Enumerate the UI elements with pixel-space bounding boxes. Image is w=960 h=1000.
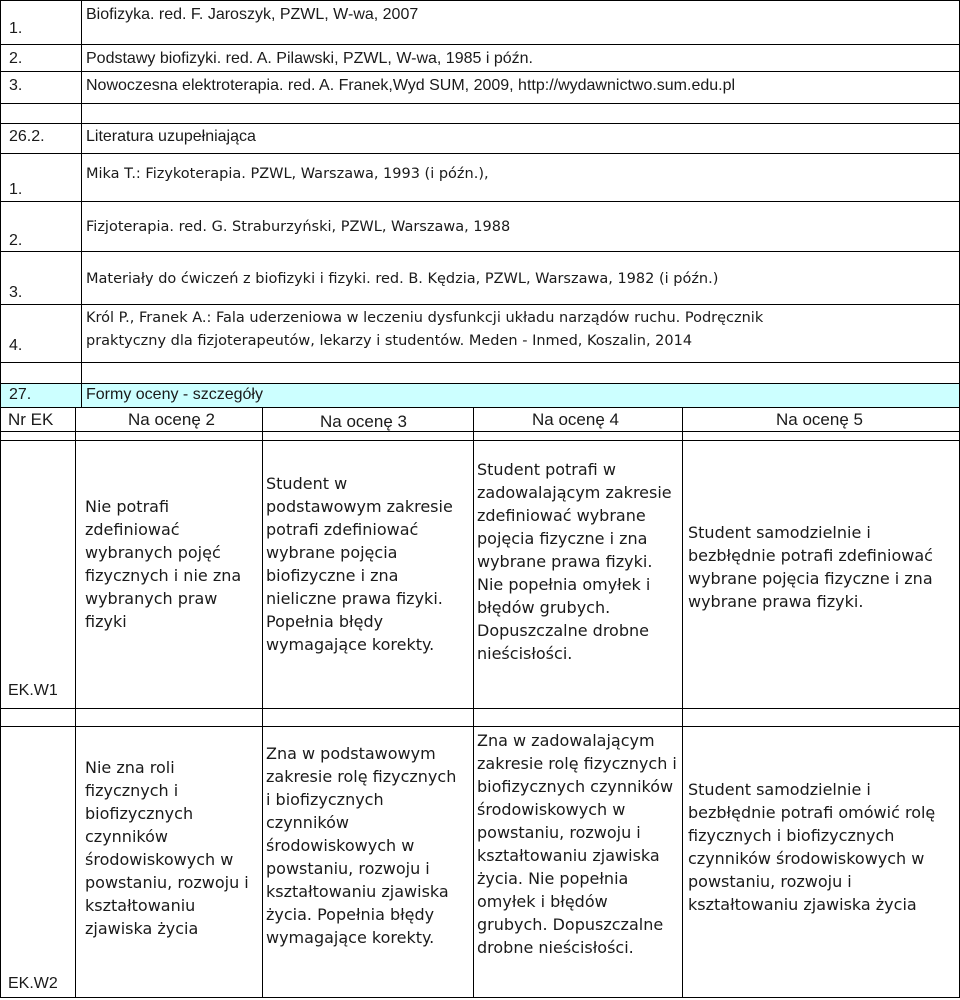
section-title: Formy oceny - szczegóły [86,386,263,403]
criteria-grade-5: Student samodzielnie i bezbłędnie potrafi omówić rolę fizycznych i biofizycznych czynników środowiskowych w powstaniu, rozwoju i kształtowaniu zjawiska życia [688,780,936,914]
literature-text: Biofizyka. red. F. Jaroszyk, PZWL, W-wa, 2007 [86,6,419,23]
grid-cell [0,362,81,383]
grid-cell [262,708,473,726]
literature-num: 3. [9,77,23,94]
header-grade-2: Na ocenę 2 [128,410,215,429]
section-number: 27. [9,386,32,403]
supplementary-num: 4. [9,337,23,354]
criteria-grade-4: Student potrafi w zadowalającym zakresie zdefiniować wybrane pojęcia fizyczne i zna wybrane prawa fizyki. Nie popełnia omyłek i błędów grubych. Dopuszczalne drobne nieścisłości. [477,460,672,663]
supplementary-text: Materiały do ćwiczeń z biofizyki i fizyki. red. B. Kędzia, PZWL, Warszawa, 1982 (i późn.) [86,271,719,287]
grid-cell [473,431,682,440]
supplementary-num: 3. [9,284,23,301]
grid-cell [473,708,682,726]
supplementary-num: 1. [9,181,23,198]
ek-label: EK.W2 [8,975,58,992]
grid-cell [81,103,960,123]
grid-cell [75,708,262,726]
section-number: 26.2. [9,128,45,145]
grid-cell [682,431,960,440]
supplementary-text: Mika T.: Fizykoterapia. PZWL, Warszawa, 1993 (i późn.), [86,166,489,182]
criteria-grade-5: Student samodzielnie i bezbłędnie potrafi zdefiniować wybrane pojęcia fizyczne i zna wybrane prawa fizyki. [688,523,933,611]
grid-cell [75,431,262,440]
grid-cell [0,726,75,998]
grid-cell [0,431,75,440]
supplementary-text: Fizjoterapia. red. G. Straburzyński, PZWL, Warszawa, 1988 [86,219,511,235]
supplementary-text: praktyczny dla fizjoterapeutów, lekarzy i studentów. Meden - Inmed, Koszalin, 2014 [86,333,693,349]
section-title: Literatura uzupełniająca [86,128,256,145]
grid-cell [682,708,960,726]
header-grade-5: Na ocenę 5 [776,410,863,429]
grid-cell [262,431,473,440]
header-grade-3: Na ocenę 3 [320,412,407,431]
literature-text: Podstawy biofizyki. red. A. Pilawski, PZWL, W-wa, 1985 i późn. [86,50,533,67]
grid-cell [0,440,75,708]
criteria-grade-2: Nie potrafi zdefiniować wybranych pojęć fizycznych i nie zna wybranych praw fizyki [85,497,242,631]
criteria-grade-2: Nie zna roli fizycznych i biofizycznych czynników środowiskowych w powstaniu, rozwoju i kształtowaniu zjawiska życia [85,758,249,938]
supplementary-num: 2. [9,232,23,249]
grid-cell [81,362,960,383]
header-grade-4: Na ocenę 4 [532,410,619,429]
supplementary-text: Król P., Franek A.: Fala uderzeniowa w leczeniu dysfunkcji układu narządów ruchu. Podręcznik [86,310,764,326]
grid-cell [0,708,75,726]
grid-cell [0,103,81,123]
header-nr-ek: Nr EK [8,410,54,429]
criteria-grade-3: Student w podstawowym zakresie potrafi zdefiniować wybrane pojęcia biofizyczne i zna nieliczne prawa fizyki. Popełnia błędy wymagające korekty. [266,474,453,654]
literature-text: Nowoczesna elektroterapia. red. A. Franek,Wyd SUM, 2009, http://wydawnictwo.sum.edu.pl [86,77,736,94]
ek-label: EK.W1 [8,682,58,699]
literature-num: 1. [9,20,23,37]
criteria-grade-4: Zna w zadowalającym zakresie rolę fizycznych i biofizycznych czynników środowiskowych w powstaniu, rozwoju i kształtowaniu zjawiska życia. Nie popełnia omyłek i błędów grubych. Dopuszczalne drobne nieścisłości. [477,731,677,957]
literature-num: 2. [9,50,23,67]
criteria-grade-3: Zna w podstawowym zakresie rolę fizycznych i biofizycznych czynników środowiskowych w powstaniu, rozwoju i kształtowaniu zjawiska życia. Popełnia błędy wymagające korekty. [266,744,457,947]
